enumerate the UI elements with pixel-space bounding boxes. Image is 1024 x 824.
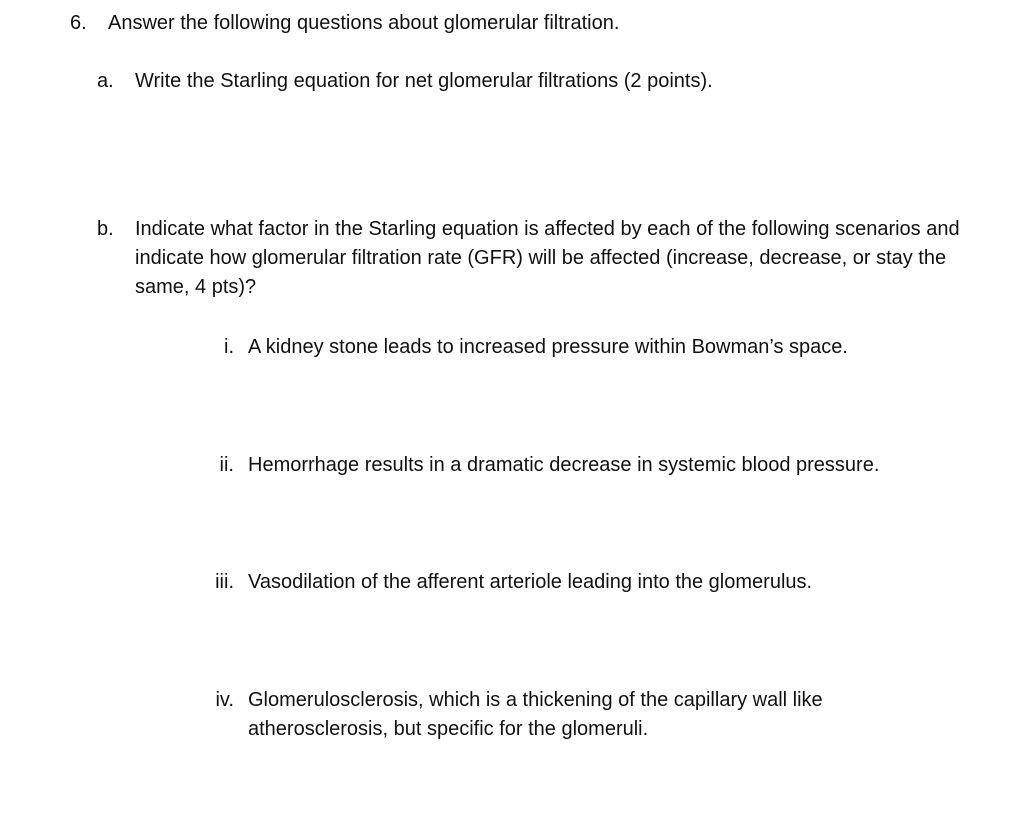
scenario-i bbox=[210, 333, 948, 362]
scenario-ii-text: Hemorrhage results in a dramatic decrease in systemic blood pressure. bbox=[248, 454, 880, 476]
part-b-text: Indicate what factor in the Starling equation is affected by each of the following scenarios and indicate how glomerular filtration rate (GFR) will be affected (increase, decrease, or stay the same, 4 pts)? bbox=[135, 218, 960, 298]
scenario-i-text: A kidney stone leads to increased pressure within Bowman’s space. bbox=[248, 336, 848, 358]
scenario-iv-text: Glomerulosclerosis, which is a thickening of the capillary wall like atherosclerosis, but specific for the glomeruli. bbox=[248, 689, 823, 740]
scenario-ii-label: ii. bbox=[219, 454, 234, 476]
question-6 bbox=[70, 9, 988, 38]
question-number: 6. bbox=[70, 12, 87, 34]
scenario-ii bbox=[210, 451, 948, 480]
scenario-iii bbox=[210, 568, 948, 597]
part-b bbox=[97, 215, 975, 302]
scenario-iv-label: iv. bbox=[215, 689, 234, 711]
question-text: Answer the following questions about glomerular filtration. bbox=[108, 12, 620, 34]
scenario-iv bbox=[210, 686, 948, 744]
part-a-label: a. bbox=[97, 70, 114, 92]
part-b-label: b. bbox=[97, 218, 114, 240]
scenario-i-label: i. bbox=[224, 336, 234, 358]
part-a-text: Write the Starling equation for net glomerular filtrations (2 points). bbox=[135, 70, 713, 92]
scenario-iii-label: iii. bbox=[215, 571, 234, 593]
part-a bbox=[97, 67, 995, 96]
scenario-iii-text: Vasodilation of the afferent arteriole leading into the glomerulus. bbox=[248, 571, 813, 593]
